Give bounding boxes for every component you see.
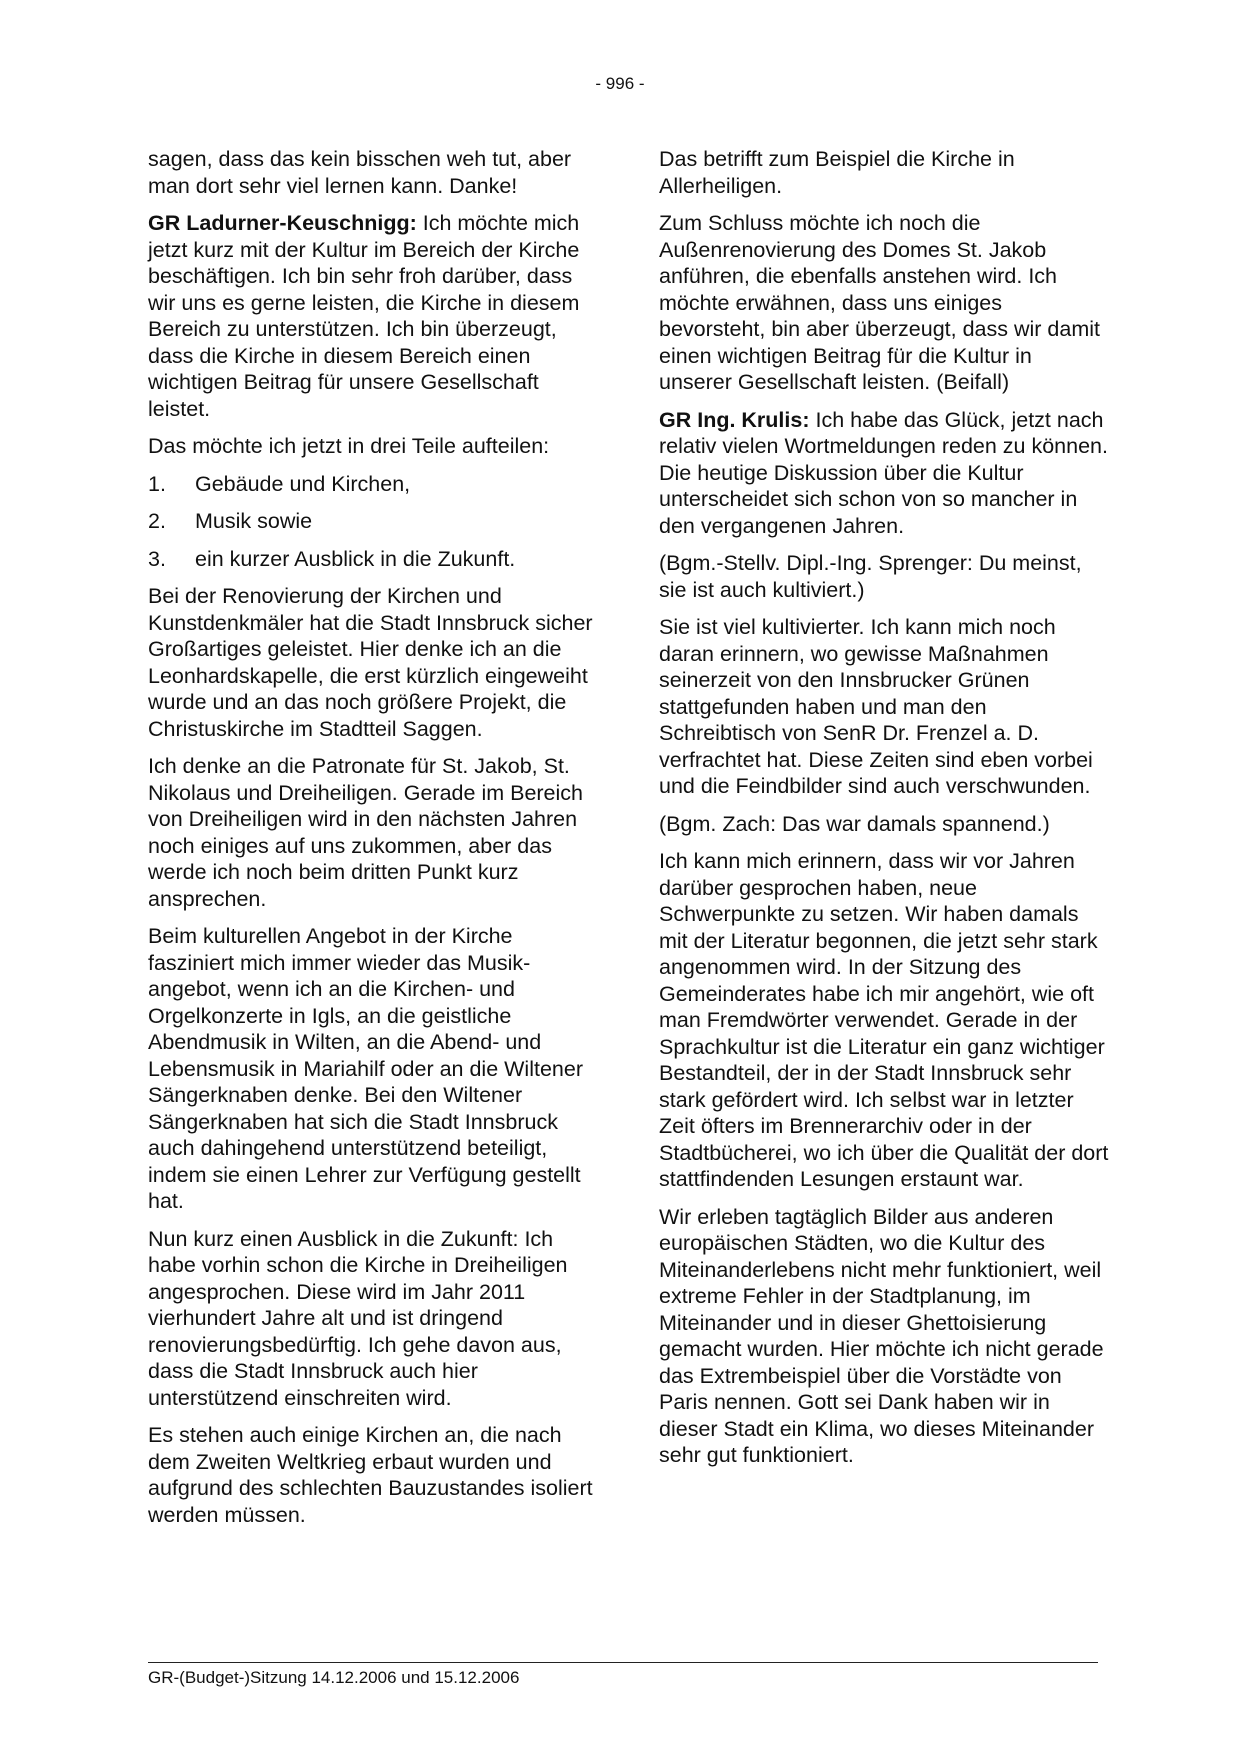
footer-divider (148, 1662, 1098, 1663)
footer-text: GR-(Budget-)Sitzung 14.12.2006 und 15.12.2006 (148, 1668, 520, 1687)
speaker-name: GR Ing. Krulis: (659, 407, 810, 432)
list-number: 3. (148, 546, 166, 571)
paragraph: Nun kurz einen Ausblick in die Zukunft: Ich habe vorhin schon die Kirche in Dreiheiligen angesprochen. Diese wird im Jahr 2011 vierhundert Jahre alt und ist dringend renovierungsbedürftig. Ich gehe davon aus, dass die Stadt Innsbruck auch hier unterstützend einschreiten wird. (148, 1226, 568, 1410)
page-number: - 996 - (595, 74, 645, 93)
interjection: (Bgm.-Stellv. Dipl.-Ing. Sprenger: Du meinst, sie ist auch kultiviert.) (659, 551, 1082, 602)
paragraph (659, 407, 1109, 540)
list-number: 1. (148, 471, 166, 496)
paragraph: Ich kann mich erinnern, dass wir vor Jahren darüber gesprochen haben, neue Schwerpunkte zu setzen. Wir haben damals mit der Literatur begonnen, die jetzt sehr stark angenommen wird. In der Sitzung des Gemeinderates habe ich mir angehört, wie oft man Fremdwörter verwendet. Gerade in der Sprachkultur ist die Literatur ein ganz wichtiger Bestandteil, der in der Stadt Innsbruck sehr stark gefördert wird. Ich selbst war in letzter Zeit öfters im Brennerarchiv oder in der Stadtbücherei, wo ich über die Qualität der dort stattfindenden Lesungen erstaunt war. (659, 849, 1109, 1191)
speech-text: Ich möchte mich jetzt kurz mit der Kultur im Bereich der Kirche beschäftigen. Ich bin sehr froh darüber, dass wir uns es gerne leisten, die Kirche in diesem Bereich zu unterstützen. Ich bin überzeugt, dass die Kirche in diesem Bereich einen wichtigen Beitrag für unsere Gesellschaft leistet. (148, 211, 580, 421)
paragraph: Das möchte ich jetzt in drei Teile aufteilen: (148, 434, 550, 458)
paragraph: Wir erleben tagtäglich Bilder aus anderen europäischen Städten, wo die Kultur des Miteinanderlebens nicht mehr funktioniert, weil extreme Fehler in der Stadtplanung, im Miteinander und in dieser Ghettoisierung gemacht wurden. Hier möchte ich nicht gerade das Extrembeispiel über die Vorstädte von Paris nennen. Gott sei Dank haben wir in dieser Stadt ein Klima, wo dieses Miteinander sehr gut funktioniert. (659, 1204, 1104, 1467)
list-item (148, 508, 593, 535)
right-column (659, 146, 1109, 1480)
paragraph: Sie ist viel kultivierter. Ich kann mich noch daran erinnern, wo gewisse Maßnahmen seinerzeit von den Innsbrucker Grünen stattgefunden haben und man den Schreibtisch von SenR Dr. Frenzel a. D. verfrachtet hat. Diese Zeiten sind eben vorbei und die Feindbilder sind auch verschwunden. (659, 615, 1093, 798)
paragraph: Zum Schluss möchte ich noch die Außenrenovierung des Domes St. Jakob anführen, die ebenfalls anstehen wird. Ich möchte erwähnen, dass uns einiges bevorsteht, bin aber überzeugt, dass wir damit einen wichtigen Beitrag für die Kultur in unserer Gesellschaft leisten. (Beifall) (659, 211, 1100, 394)
paragraph: Beim kulturellen Angebot in der Kirche fasziniert mich immer wieder das Musikangebot, wenn ich an die Kirchen- und Orgelkonzerte in Igls, an die geistliche Abendmusik in Wilten, an die Abend- und Lebensmusik in Mariahilf oder an die Wiltener Sängerknaben denke. Bei den Wiltener Sängerknaben hat sich die Stadt Innsbruck auch dahingehend unterstützend beteiligt, indem sie einen Lehrer zur Verfügung gestellt hat. (148, 924, 583, 1213)
speaker-name: GR Ladurner-Keuschnigg: (148, 211, 417, 235)
list-text: Musik sowie (195, 509, 313, 533)
paragraph (148, 210, 593, 422)
paragraph: Bei der Renovierung der Kirchen und Kunstdenkmäler hat die Stadt Innsbruck sicher Großartiges geleistet. Hier denke ich an die Leonhardskapelle, die erst kürzlich eingeweiht wurde und an das noch größere Projekt, die Christuskirche im Stadtteil Saggen. (148, 584, 593, 741)
paragraph: Es stehen auch einige Kirchen an, die nach dem Zweiten Weltkrieg erbaut wurden und aufgrund des schlechten Bauzustandes isoliert werden müssen. (148, 1423, 593, 1527)
interjection: (Bgm. Zach: Das war damals spannend.) (659, 811, 1050, 836)
list-text: ein kurzer Ausblick in die Zukunft. (195, 546, 516, 571)
list-number: 2. (148, 509, 166, 533)
list-item (148, 546, 593, 573)
left-column (148, 146, 593, 1539)
paragraph: Das betrifft zum Beispiel die Kirche in Allerheiligen. (659, 147, 1015, 198)
speech-text: Ich habe das Glück, jetzt nach relativ vielen Wortmeldungen reden zu können. Die heutige Diskussion über die Kultur unterscheidet sich schon von so mancher in den vergangenen Jahren. (659, 407, 1108, 538)
paragraph: sagen, dass das kein bisschen weh tut, aber man dort sehr viel lernen kann. Danke! (148, 147, 572, 198)
list-item (148, 471, 593, 498)
list-text: Gebäude und Kirchen, (195, 471, 411, 496)
paragraph: Ich denke an die Patronate für St. Jakob, St. Nikolaus und Dreiheiligen. Gerade im Bereich von Dreiheiligen wird in den nächsten Jahren noch einiges auf uns zukommen, aber das werde ich noch beim dritten Punkt kurz ansprechen. (148, 754, 583, 911)
